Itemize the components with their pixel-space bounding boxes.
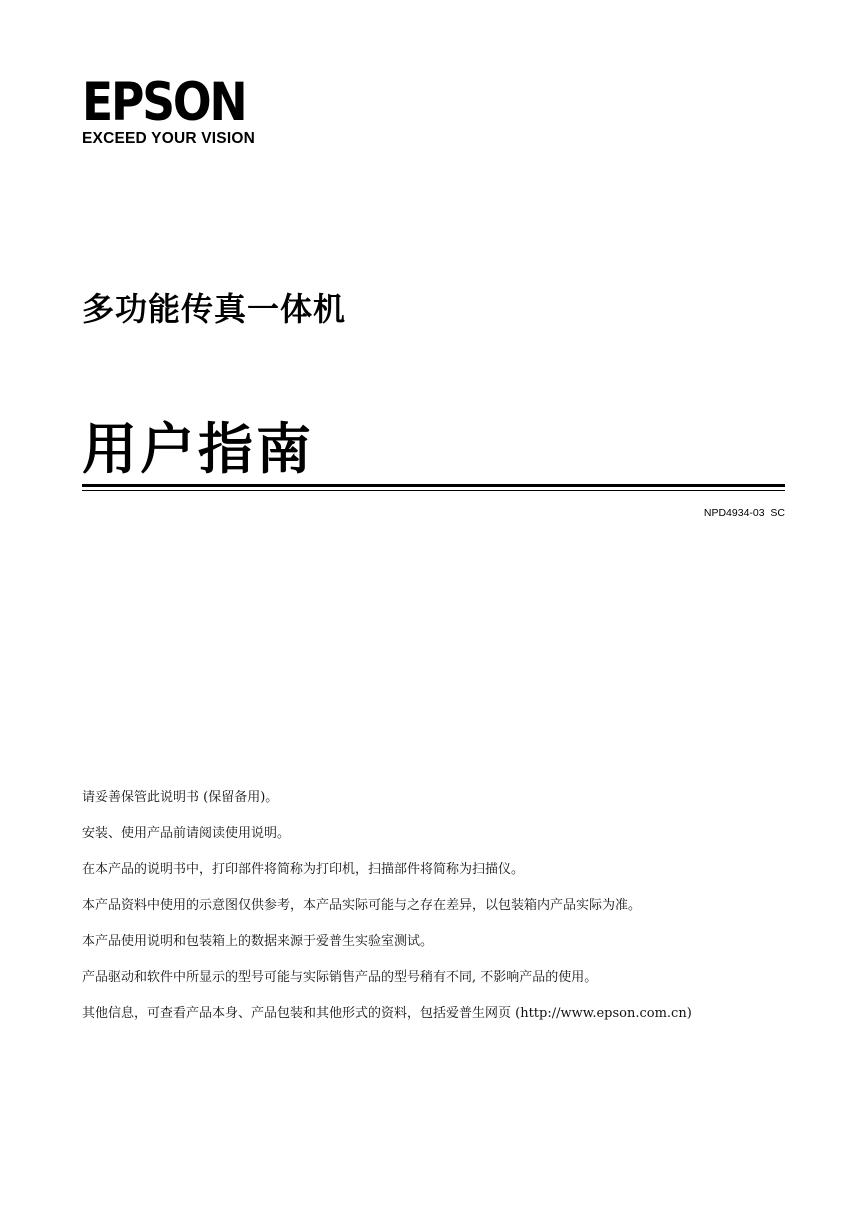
notice-item: 在本产品的说明书中，打印部件将简称为打印机，扫描部件将简称为扫描仪。 bbox=[82, 862, 525, 877]
logo-tagline: EXCEED YOUR VISION bbox=[82, 130, 255, 147]
document-code: NPD4934-03 SC bbox=[703, 507, 785, 519]
notice-item: 本产品资料中使用的示意图仅供参考，本产品实际可能与之存在差异，以包装箱内产品实际为准。 bbox=[82, 898, 642, 913]
guide-title: 用户指南 bbox=[82, 417, 315, 481]
epson-logo bbox=[82, 72, 282, 148]
notice-list bbox=[82, 780, 792, 1032]
product-title: 多功能传真一体机 bbox=[82, 290, 347, 328]
title-divider-thick bbox=[82, 484, 785, 487]
notice-item: 本产品使用说明和包装箱上的数据来源于爱普生实验室测试。 bbox=[82, 934, 434, 949]
notice-item: 其他信息，可查看产品本身、产品包装和其他形式的资料，包括爱普生网页 (http://www.epson.com.cn) bbox=[82, 1006, 692, 1021]
notice-item: 安装、使用产品前请阅读使用说明。 bbox=[82, 826, 291, 841]
title-divider-thin bbox=[82, 490, 785, 491]
logo-wordmark: EPSON bbox=[82, 72, 246, 133]
notice-item: 请妥善保管此说明书 (保留备用)。 bbox=[82, 790, 279, 805]
notice-item: 产品驱动和软件中所显示的型号可能与实际销售产品的型号稍有不同, 不影响产品的使用。 bbox=[82, 970, 598, 985]
